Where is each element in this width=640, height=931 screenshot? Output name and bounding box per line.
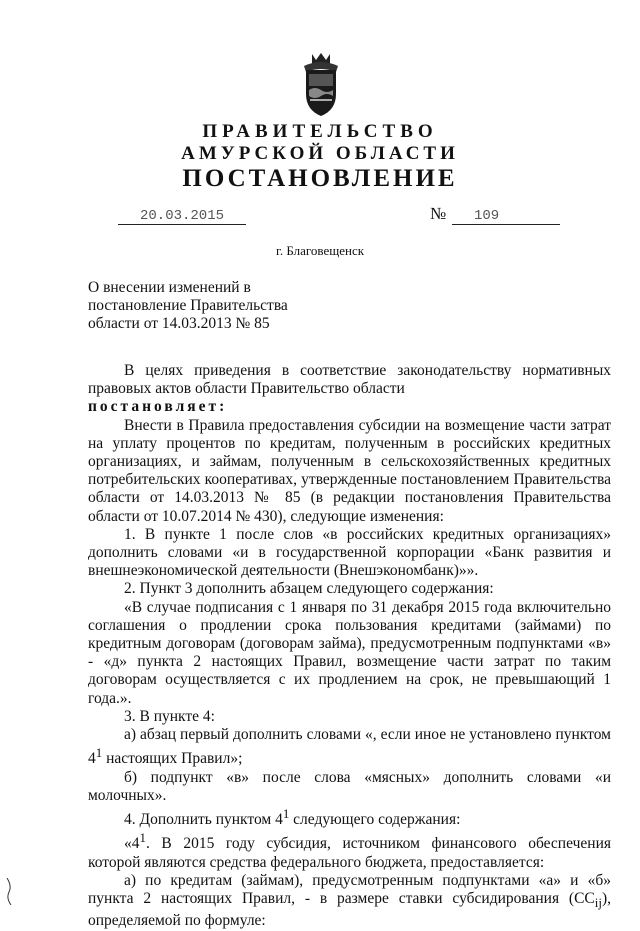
- body-paragraph: [88, 726, 611, 769]
- text-span: настоящих Правил»;: [102, 750, 243, 768]
- subject-line: О внесении изменений в: [88, 279, 251, 296]
- subscript: ij: [594, 895, 602, 911]
- text-span: следующего содержания:: [289, 811, 461, 829]
- resolve-word: постановляет:: [88, 398, 228, 416]
- region-title: АМУРСКОЙ ОБЛАСТИ: [181, 143, 459, 164]
- subject-line: постановление Правительства: [88, 297, 288, 314]
- body-paragraph: [88, 805, 611, 829]
- superscript: 1: [95, 745, 103, 761]
- body-paragraph: 1. В пункте 1 после слов «в российских кредитных организациях» дополнить словами «и в государственной корпорации «Банк развития и внешнеэкономической деятельности (Внешэкономбанк)»».: [88, 525, 611, 580]
- subject-line: области от 14.03.2013 № 85: [88, 315, 270, 332]
- scan-edge-mark: [6, 878, 14, 905]
- body-paragraph: [88, 872, 611, 931]
- coat-of-arms-emblem: [300, 52, 342, 120]
- document-body: [88, 362, 611, 931]
- text-span: ), определяемой по формуле:: [88, 890, 611, 930]
- body-paragraph: 3. В пункте 4:: [124, 707, 215, 725]
- body-paragraph: «В случае подписания с 1 января по 31 декабря 2015 года включительно соглашения о продлении срока пользования кредитами (займами) по кредитным договорам (договорам займа), предусмотренным подпунктами «в» - «д» пункта 2 настоящих Правил, возмещение части затрат по таким договорам осуществляется с их продлением на срок, не превышающий 1 года.».: [88, 598, 611, 707]
- text-span: а) по кредитам (займам), предусмотренным подпунктами «а» и «б» пункта 2 настоящих Правил, - в размере ставки субсидирования (СС: [88, 871, 611, 908]
- preamble-paragraph: В целях приведения в соответствие законодательству нормативных правовых актов области Правительство области: [88, 362, 611, 398]
- superscript: 1: [139, 830, 146, 846]
- text-span: а) абзац первый дополнить словами «, если иное не установлено пунктом 4: [88, 726, 611, 768]
- city-line: г. Благовещенск: [275, 243, 365, 258]
- document-date: 20.03.2015: [118, 208, 246, 225]
- text-span: 4. Дополнить пунктом 4: [124, 811, 283, 829]
- body-paragraph: Внести в Правила предоставления субсидии на возмещение части затрат на уплату процентов по кредитам, полученным в российских кредитных организациях, и займам, полученным в сельскохозяйственных кредитных потребительских кооперативах, утвержденные постановлением Правительства области от 14.03.2013 № 85 (в редакции постановления Правительства области от 10.07.2014 № 430), следующие изменения:: [88, 416, 611, 525]
- text-span: . В 2015 году субсидия, источником финансового обеспечения которой являются средства федерального бюджета, предоставляется:: [88, 835, 611, 871]
- body-paragraph: 2. Пункт 3 дополнить абзацем следующего содержания:: [124, 580, 494, 598]
- body-paragraph: б) подпункт «в» после слова «мясных» дополнить словами «и молочных».: [88, 768, 611, 804]
- document-subject: [88, 279, 328, 333]
- number-sign: №: [430, 204, 447, 223]
- text-span: «4: [124, 835, 140, 853]
- body-paragraph: [88, 829, 611, 872]
- document-number: 109: [452, 208, 560, 225]
- document-type-title: ПОСТАНОВЛЕНИЕ: [182, 165, 458, 192]
- government-title: ПРАВИТЕЛЬСТВО: [202, 121, 438, 142]
- superscript: 1: [282, 806, 290, 822]
